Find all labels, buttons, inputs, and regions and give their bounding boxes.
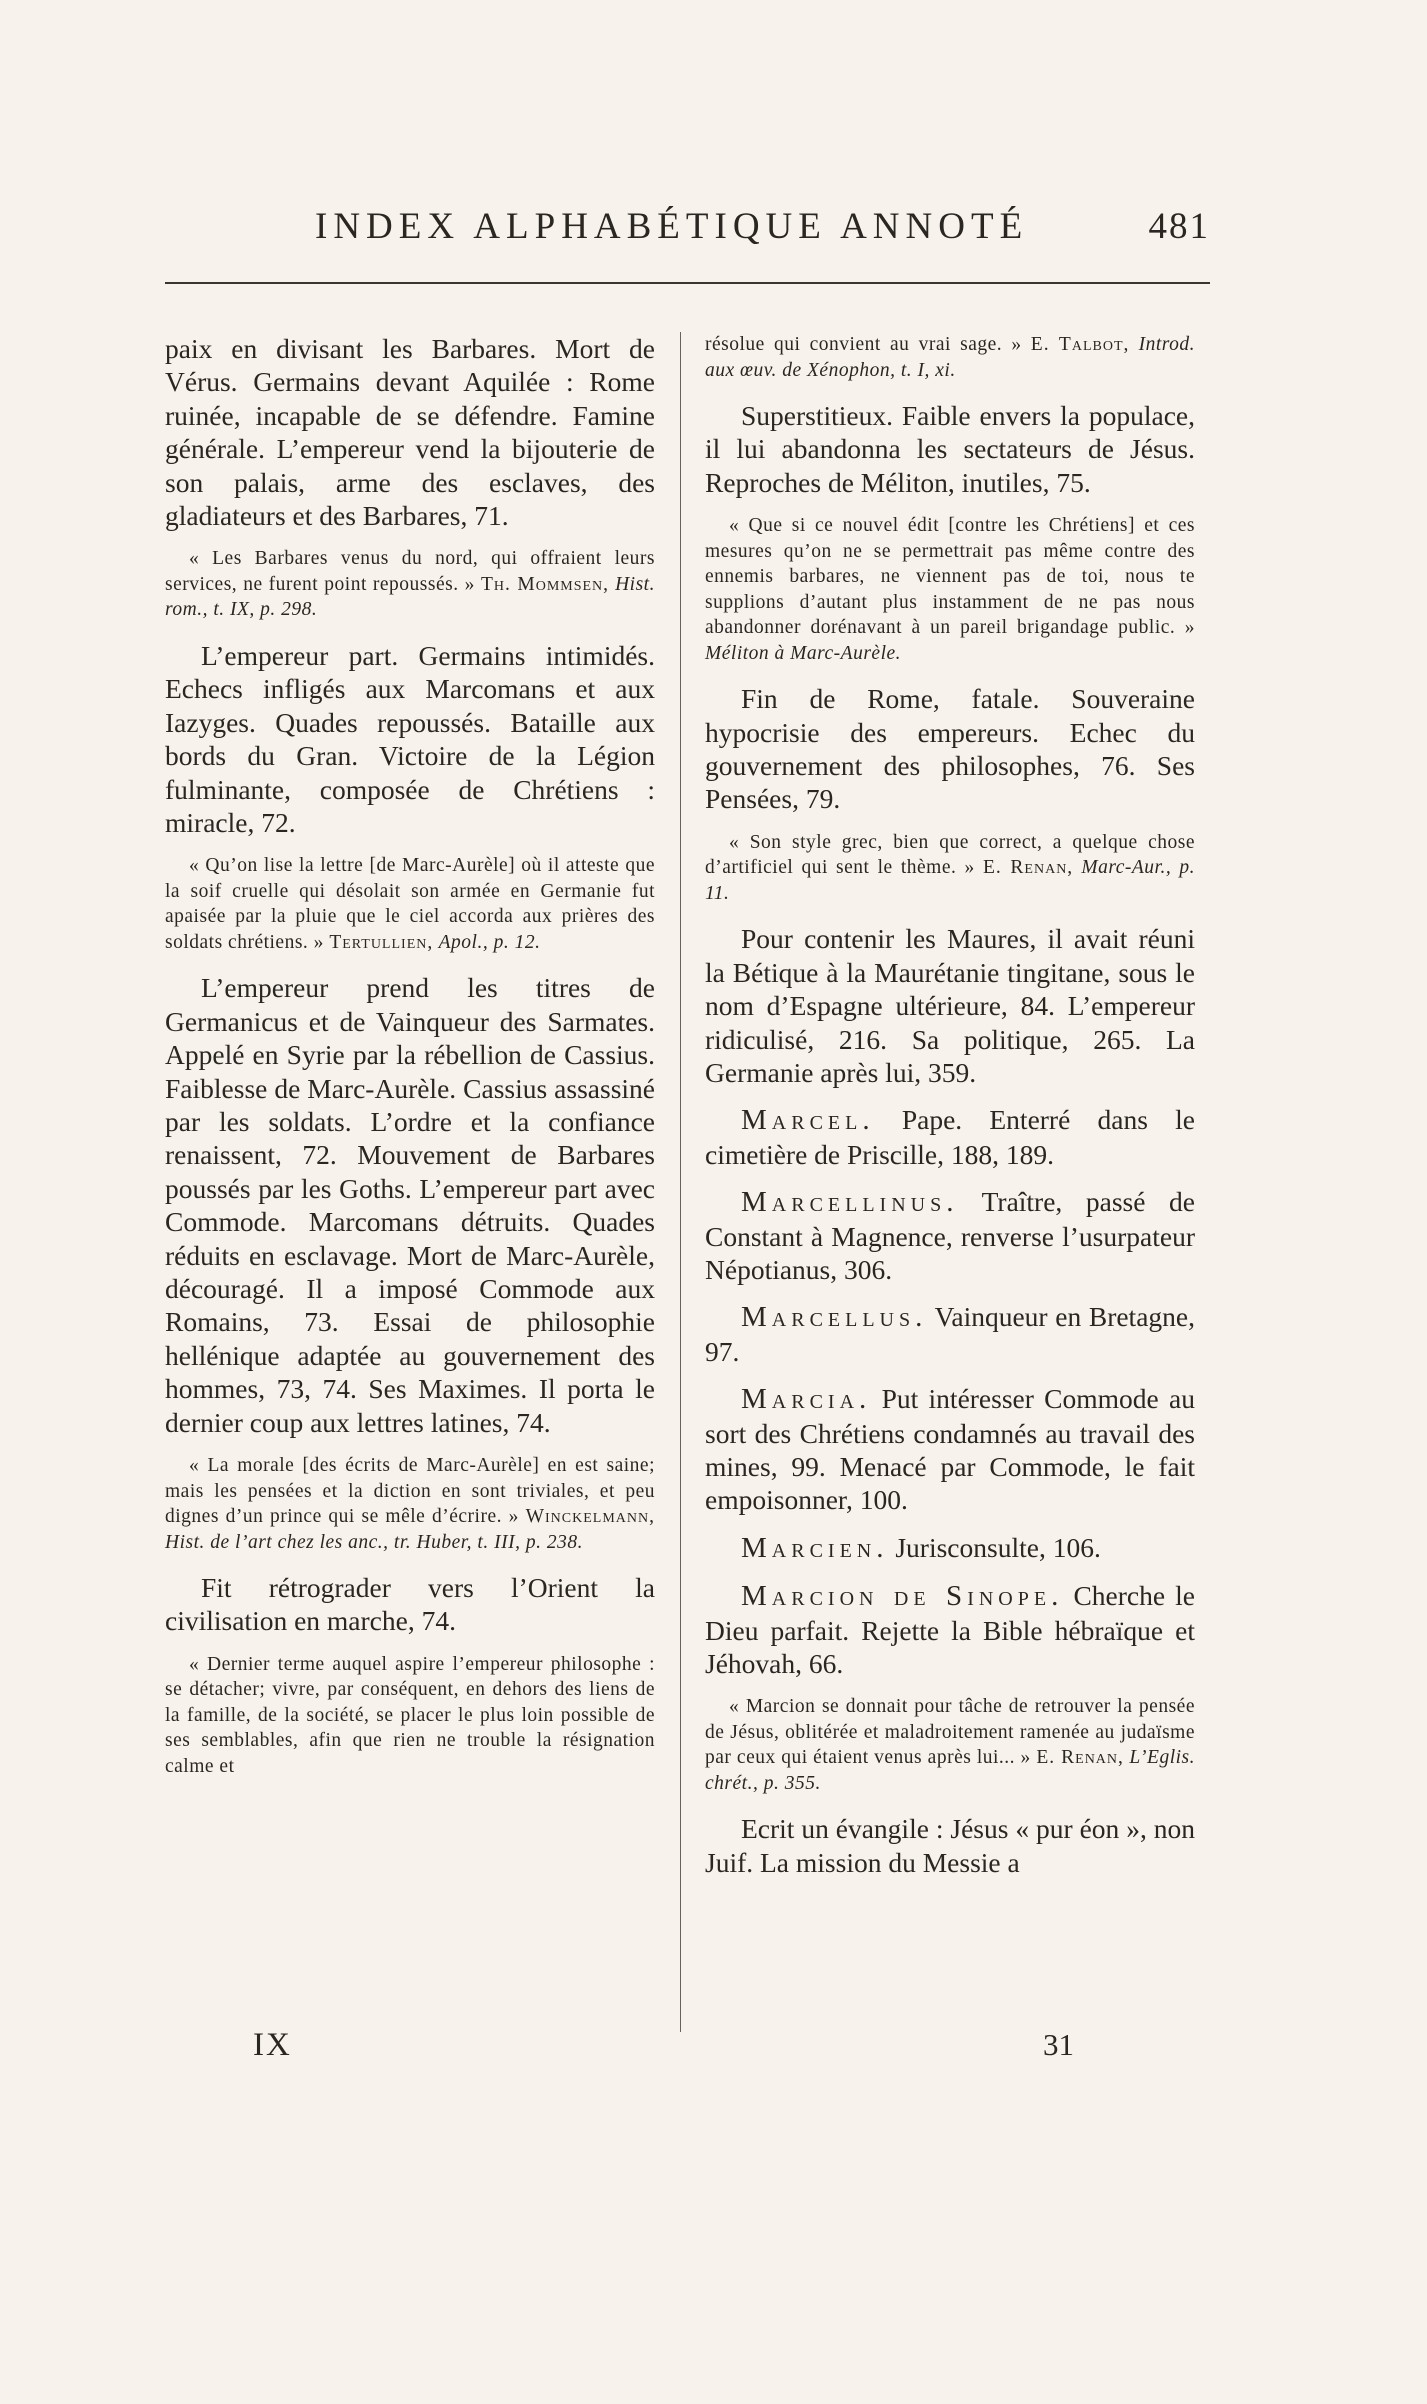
- quotation: « Que si ce nouvel édit [contre les Chrétiens] et ces mesures qu’on ne se permettrait pas même contre des ennemis barbares, ne viennent pas de toi, nous te supplions d’autant plus instamment de ne pas nous abandonner dorénavant à un pareil brigandage public. » Méliton à Marc-Aurèle.: [705, 515, 1195, 664]
- signature-mark: IX: [253, 2027, 292, 2063]
- quotation: « Dernier terme auquel aspire l’empereur philosophe : se détacher; vivre, par conséquent, en dehors des liens de la famille, de la société, se placer le plus loin possible de ses semblables, afin que rien ne trouble la résignation calme et: [165, 1653, 655, 1777]
- entry-heading: Marcellinus.: [741, 1186, 959, 1219]
- entry-heading: Marcien.: [741, 1531, 889, 1564]
- paragraph: Ecrit un évangile : Jésus « pur éon », non Juif. La mission du Messie a: [705, 1813, 1195, 1878]
- quotation: « Les Barbares venus du nord, qui offraient leurs services, ne furent point repoussés. » Th. Mommsen, Hist. rom., t. IX, p. 298.: [165, 548, 655, 621]
- paragraph: Pour contenir les Maures, il avait réuni la Bétique à la Maurétanie tingitane, sous le nom d’Espagne ultérieure, 84. L’empereur ridiculisé, 216. Sa politique, 265. La Germanie après lui, 359.: [705, 923, 1195, 1088]
- paragraph: paix en divisant les Barbares. Mort de Vérus. Germains devant Aquilée : Rome ruinée, incapable de se défendre. Famine générale. L’empereur vend la bijouterie de son palais, arme des esclaves, des gladiateurs et des Barbares, 71.: [165, 333, 655, 532]
- paragraph: Superstitieux. Faible envers la populace, il lui abandonna les sectateurs de Jésus. Reproches de Méliton, inutiles, 75.: [705, 400, 1195, 498]
- sheet-number: 31: [1043, 2027, 1074, 2062]
- paragraph: L’empereur prend les titres de Germanicus et de Vainqueur des Sarmates. Appelé en Syrie par la rébellion de Cassius. Faiblesse de Marc-Aurèle. Cassius assassiné par les soldats. L’ordre et la confiance renaissent, 72. Mouvement de Barbares poussés par les Goths. L’empereur part avec Commode. Marcomans détruits. Quades réduits en esclavage. Mort de Marc-Aurèle, découragé. Il a imposé Commode aux Romains, 73. Essai de philosophie hellénique adaptée au gouvernement des hommes, 73, 74. Ses Maximes. Il porta le dernier coup aux lettres latines, 74.: [165, 972, 655, 1438]
- paragraph: L’empereur part. Germains intimidés. Echecs infligés aux Marcomans et aux Iazyges. Quades repoussés. Bataille aux bords du Gran. Victoire de la Légion fulminante, composée de Chrétiens : miracle, 72.: [165, 639, 655, 838]
- left-column: [165, 332, 655, 1795]
- index-entry: Marcellus. Vainqueur en Bretagne, 97.: [705, 1301, 1195, 1367]
- quotation-continued: résolue qui convient au vrai sage. » E. Talbot, Introd. aux œuv. de Xénophon, t. I, xi.: [705, 334, 1195, 381]
- entry-heading: Marcel.: [741, 1104, 875, 1137]
- right-column: [705, 332, 1195, 1893]
- index-entry: Marcel. Pape. Enterré dans le cimetière de Priscille, 188, 189.: [705, 1104, 1195, 1170]
- quotation: « Marcion se donnait pour tâche de retrouver la pensée de Jésus, oblitérée et maladroitement ramenée au judaïsme par ceux qui étaient venus après lui... » E. Renan, L’Eglis. chrét., p. 355.: [705, 1696, 1195, 1794]
- quotation: « Qu’on lise la lettre [de Marc-Aurèle] où il atteste que la soif cruelle qui désolait son armée en Germanie fut apaisée par la pluie que le ciel accorda aux prières des soldats chrétiens. » Tertullien, Apol., p. 12.: [165, 855, 655, 953]
- page-number: 481: [1148, 206, 1210, 247]
- paragraph: Fin de Rome, fatale. Souveraine hypocrisie des empereurs. Echec du gouvernement des philosophes, 76. Ses Pensées, 79.: [705, 683, 1195, 815]
- index-entry: Marcien. Jurisconsulte, 106.: [741, 1531, 1101, 1564]
- entry-heading: Marcellus.: [741, 1301, 928, 1334]
- quotation: « La morale [des écrits de Marc-Aurèle] en est saine; mais les pensées et la diction en sont triviales, et peu dignes d’un prince qui se mêle d’écrire. » Winckelmann, Hist. de l’art chez les anc., tr. Huber, t. III, p. 238.: [165, 1455, 655, 1553]
- header-rule: [165, 282, 1210, 284]
- index-entry: Marcia. Put intéresser Commode au sort des Chrétiens condamnés au travail des mines, 99. Menacé par Commode, le fait empoisonner, 100.: [705, 1383, 1196, 1516]
- running-header: [165, 205, 1210, 265]
- quotation: « Son style grec, bien que correct, a quelque chose d’artificiel qui sent le thème. » E. Renan, Marc-Aur., p. 11.: [705, 831, 1195, 904]
- running-title: INDEX ALPHABÉTIQUE ANNOTÉ: [315, 206, 1029, 247]
- column-divider: [680, 332, 681, 2032]
- entry-heading: Marcia.: [741, 1383, 872, 1416]
- entry-heading: Marcion de Sinope.: [741, 1580, 1064, 1613]
- index-entry: Marcion de Sinope. Cherche le Dieu parfait. Rejette la Bible hébraïque et Jéhovah, 66.: [705, 1580, 1195, 1680]
- paragraph: Fit rétrograder vers l’Orient la civilisation en marche, 74.: [165, 1572, 655, 1637]
- index-entry: Marcellinus. Traître, passé de Constant à Magnence, renverse l’usurpateur Népotianus, 306.: [705, 1186, 1195, 1285]
